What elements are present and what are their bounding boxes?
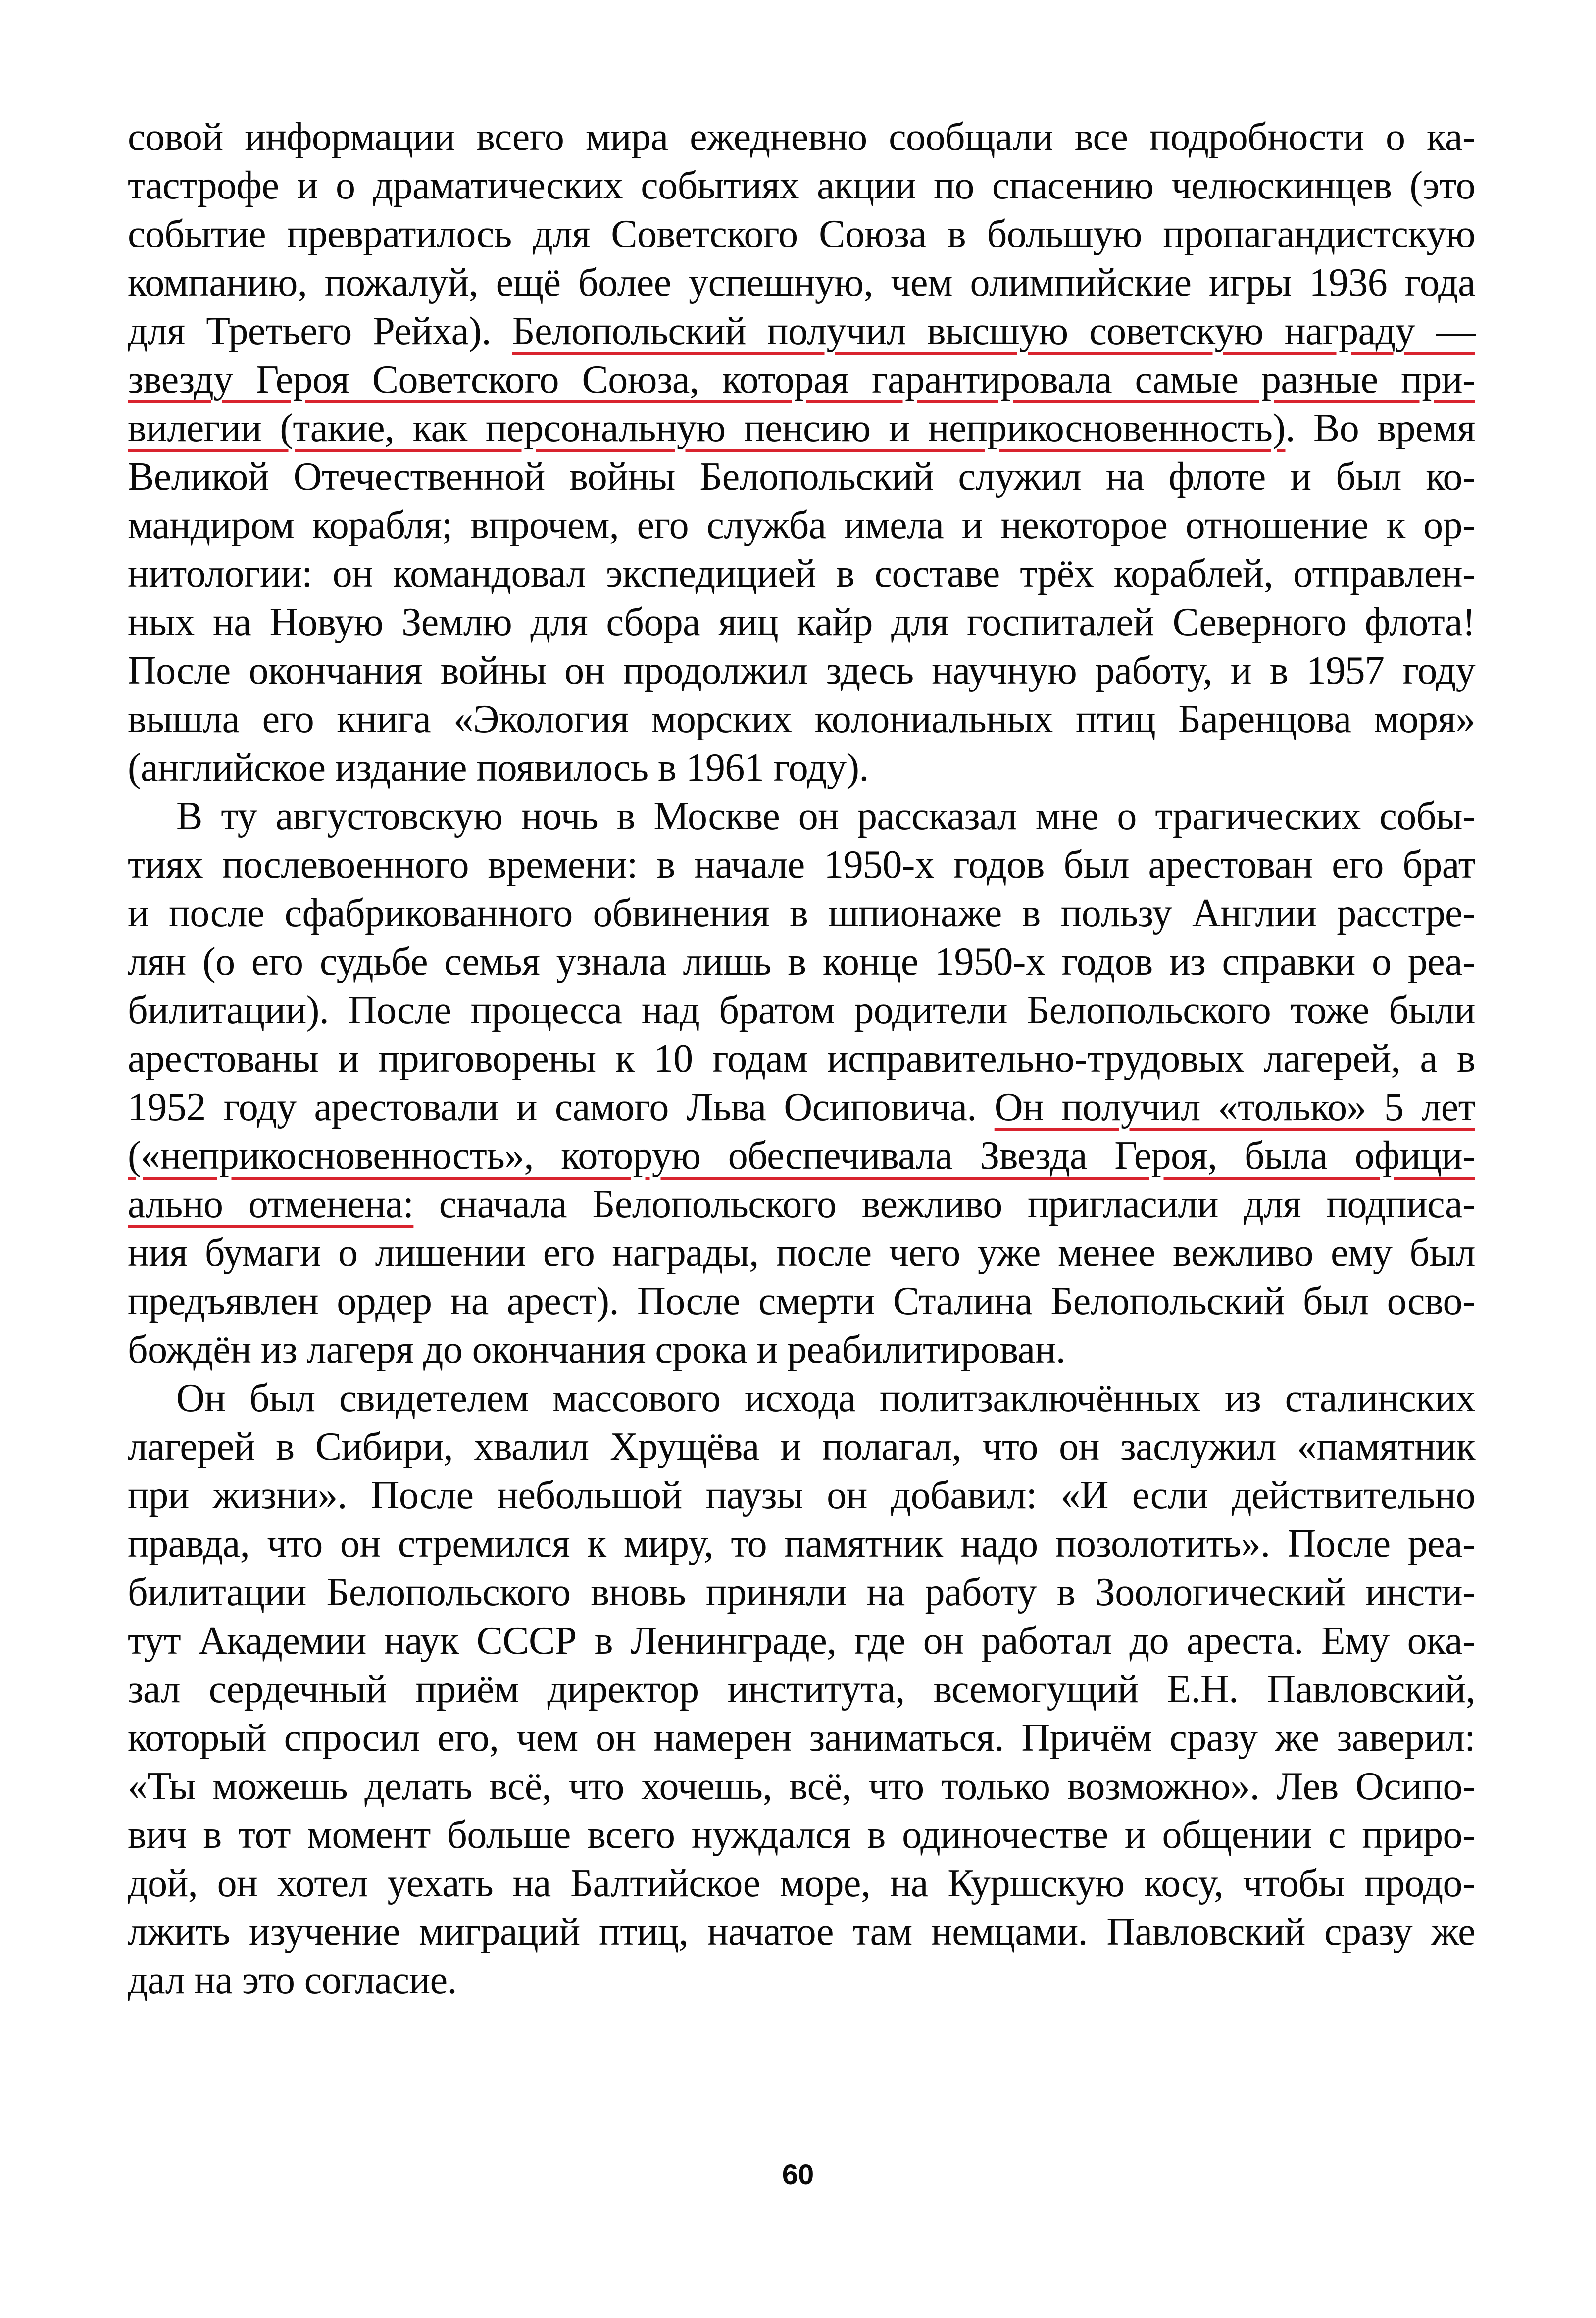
underlined-highlight: Белопольский получил высшую советскую награду — (512, 309, 1475, 353)
text-segment: После окончания войны он продолжил здесь научную работу, и в 1957 году (128, 649, 1475, 692)
text-segment: ния бумаги о лишении его награды, после чего уже менее вежливо ему был (128, 1231, 1475, 1275)
text-segment: при жизни». После небольшой паузы он добавил: «И если действительно (128, 1474, 1475, 1517)
text-segment: дал на это согласие. (128, 1959, 457, 2002)
underlined-highlight: Он получил «только» 5 лет (994, 1085, 1475, 1129)
text-segment: сначала Белопольского вежливо пригласили для подписа- (413, 1183, 1476, 1226)
text-segment: 1952 году арестовали и самого Льва Осиповича. (128, 1085, 995, 1129)
text-line (128, 1520, 1475, 1568)
text-line (128, 258, 1475, 307)
text-segment: тастрофе и о драматических событиях акции по спасению челюскинцев (это (128, 164, 1475, 207)
text-line (128, 161, 1475, 210)
text-segment: и после сфабрикованного обвинения в шпионаже в пользу Англии расстре- (128, 891, 1475, 935)
text-segment: правда, что он стремился к миру, то памятник надо позолотить». После реа- (128, 1522, 1475, 1566)
text-line (128, 1277, 1475, 1326)
text-line (128, 549, 1475, 598)
text-segment: для Третьего Рейха). (128, 309, 512, 353)
text-line (128, 1811, 1475, 1859)
text-segment: арестованы и приговорены к 10 годам исправительно-трудовых лагерей, а в (128, 1037, 1475, 1081)
text-segment: лагерей в Сибири, хвалил Хрущёва и полагал, что он заслужил «памятник (128, 1425, 1475, 1469)
text-segment: событие превратилось для Советского Союза в большую пропагандистскую (128, 212, 1475, 256)
text-line (128, 1374, 1475, 1423)
text-line (128, 210, 1475, 258)
text-line (128, 743, 1475, 792)
text-segment: предъявлен ордер на арест). После смерти Сталина Белопольский был осво- (128, 1280, 1475, 1323)
underlined-highlight: вилегии (такие, как персональную пенсию и неприкосновенность) (128, 406, 1286, 450)
text-segment: нитологии: он командовал экспедицией в составе трёх кораблей, отправлен- (128, 552, 1475, 595)
text-line (128, 1568, 1475, 1617)
text-segment: зал сердечный приём директор института, всемогущий Е.Н. Павловский, (128, 1668, 1475, 1711)
page-number: 60 (782, 2159, 814, 2191)
text-line (128, 452, 1475, 501)
text-line (128, 404, 1475, 452)
paragraph (128, 792, 1475, 1374)
text-line (128, 646, 1475, 695)
text-line (128, 889, 1475, 937)
text-line (128, 1035, 1475, 1083)
text-segment: Он был свидетелем массового исхода политзаключённых из сталинских (176, 1377, 1475, 1420)
text-segment: который спросил его, чем он намерен заниматься. Причём сразу же заверил: (128, 1716, 1475, 1760)
text-line (128, 1132, 1475, 1180)
text-segment: бождён из лагеря до окончания срока и реабилитирован. (128, 1328, 1066, 1372)
text-line (128, 1908, 1475, 1956)
text-line (128, 792, 1475, 840)
text-line (128, 501, 1475, 549)
paragraph (128, 113, 1475, 792)
text-segment: «Ты можешь делать всё, что хочешь, всё, что только возможно». Лев Осипо- (128, 1765, 1475, 1808)
text-segment: билитации Белопольского вновь приняли на работу в Зоологический инсти- (128, 1571, 1475, 1614)
text-segment: тиях послевоенного времени: в начале 1950-х годов был арестован его брат (128, 843, 1475, 887)
text-line (128, 1180, 1475, 1229)
text-segment: Великой Отечественной войны Белопольский служил на флоте и был ко- (128, 455, 1475, 498)
text-line (128, 1617, 1475, 1665)
text-line (128, 937, 1475, 986)
text-line (128, 1326, 1475, 1374)
text-segment: . Во время (1285, 406, 1475, 450)
text-segment: лжить изучение миграций птиц, начатое там немцами. Павловский сразу же (128, 1910, 1475, 1954)
paragraph (128, 1374, 1475, 2005)
text-segment: лян (о его судьбе семья узнала лишь в конце 1950-х годов из справки о реа- (128, 940, 1475, 984)
text-segment: дой, он хотел уехать на Балтийское море, на Куршскую косу, чтобы продо- (128, 1862, 1475, 1905)
text-segment: ных на Новую Землю для сбора яиц кайр для госпиталей Северного флота! (128, 600, 1475, 644)
text-line (128, 986, 1475, 1035)
text-segment: В ту августовскую ночь в Москве он рассказал мне о трагических собы- (176, 794, 1475, 838)
text-line (128, 113, 1475, 161)
text-line (128, 840, 1475, 889)
text-line (128, 307, 1475, 355)
text-segment: (английское издание появилось в 1961 году). (128, 746, 869, 789)
text-segment: совой информации всего мира ежедневно сообщали все подробности о ка- (128, 115, 1475, 159)
text-line (128, 355, 1475, 404)
text-segment: вич в тот момент больше всего нуждался в одиночестве и общении с приро- (128, 1813, 1475, 1857)
body-text (128, 113, 1475, 2005)
text-line (128, 1762, 1475, 1811)
text-line (128, 598, 1475, 646)
text-line (128, 1956, 1475, 2005)
text-segment: мандиром корабля; впрочем, его служба имела и некоторое отношение к ор- (128, 503, 1475, 547)
text-line (128, 1665, 1475, 1714)
underlined-highlight: ально отменена: (128, 1183, 414, 1226)
text-segment: вышла его книга «Экология морских колониальных птиц Баренцова моря» (128, 697, 1475, 741)
text-line (128, 1714, 1475, 1762)
text-line (128, 695, 1475, 743)
text-segment: тут Академии наук СССР в Ленинграде, где он работал до ареста. Ему ока- (128, 1619, 1475, 1663)
text-line (128, 1859, 1475, 1908)
underlined-highlight: («неприкосновенность», которую обеспечивала Звезда Героя, была офици- (128, 1134, 1475, 1178)
text-line (128, 1423, 1475, 1471)
text-line (128, 1229, 1475, 1277)
text-line (128, 1471, 1475, 1520)
text-line (128, 1083, 1475, 1132)
underlined-highlight: звезду Героя Советского Союза, которая гарантировала самые разные при- (128, 358, 1475, 401)
text-segment: билитации). После процесса над братом родители Белопольского тоже были (128, 988, 1475, 1032)
text-segment: компанию, пожалуй, ещё более успешную, чем олимпийские игры 1936 года (128, 261, 1475, 304)
